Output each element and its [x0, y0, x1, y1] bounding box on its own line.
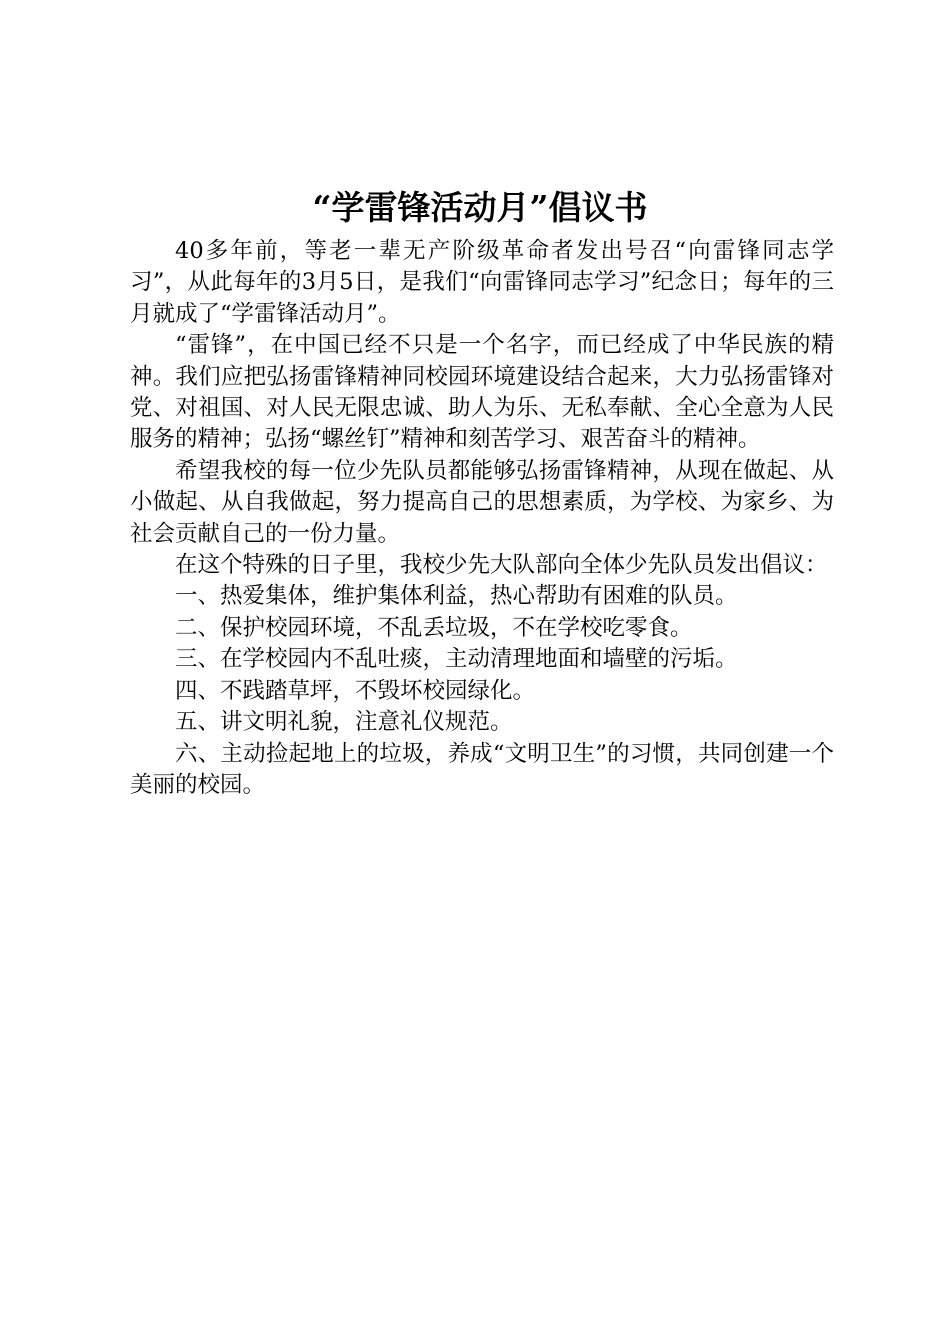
paragraph-hope: 希望我校的每一位少先队员都能够弘扬雷锋精神，从现在做起、从小做起、从自我做起，努力提高自己的思想素质，为学校、为家乡、为社会贡献自己的一份力量。: [130, 457, 834, 547]
proposal-item-2: 二、保护校园环境，不乱丢垃圾，不在学校吃零食。: [175, 614, 693, 641]
paragraph-intro: 40多年前，等老一辈无产阶级革命者发出号召“向雷锋同志学习”，从此每年的3月5日，是我们“向雷锋同志学习”纪念日；每年的三月就成了“学雷锋活动月”。: [130, 238, 834, 327]
document-body: [130, 236, 834, 801]
paragraph-proposal-intro: 在这个特殊的日子里，我校少先大队部向全体少先队员发出倡议：: [175, 552, 828, 579]
proposal-item-4: 四、不践踏草坪，不毁坏校园绿化。: [175, 677, 536, 704]
proposal-item-5: 五、讲文明礼貌，注意礼仪规范。: [175, 709, 513, 736]
proposal-item-3: 三、在学校园内不乱吐痰，主动清理地面和墙壁的污垢。: [175, 646, 738, 673]
proposal-item-1: 一、热爱集体，维护集体利益，热心帮助有困难的队员。: [175, 583, 738, 610]
proposal-item-6: 六、主动捡起地上的垃圾，养成“文明卫生”的习惯，共同创建一个美丽的校园。: [130, 740, 834, 798]
document-title: “学雷锋活动月”倡议书: [312, 188, 648, 227]
paragraph-spirit: “雷锋”，在中国已经不只是一个名字，而已经成了中华民族的精神。我们应把弘扬雷锋精神同校园环境建设结合起来，大力弘扬雷锋对党、对祖国、对人民无限忠诚、助人为乐、无私奉献、全心全意为人民服务的精神；弘扬“螺丝钉”精神和刻苦学习、艰苦奋斗的精神。: [130, 332, 834, 453]
